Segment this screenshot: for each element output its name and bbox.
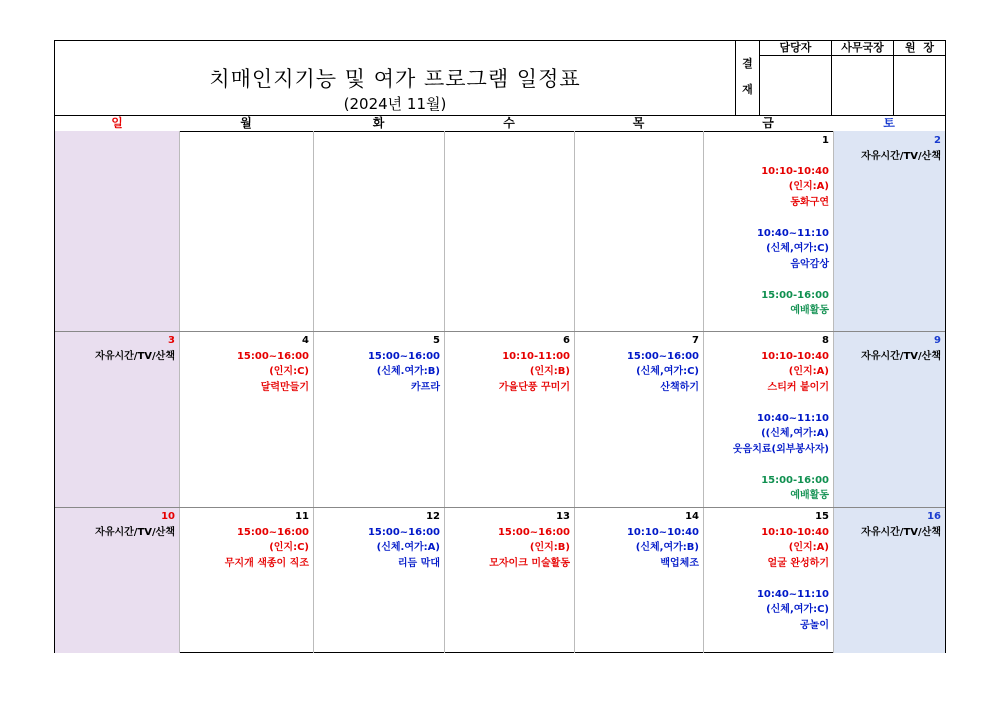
column-divider — [179, 131, 180, 653]
program-line: 자유시간/TV/산책 — [95, 350, 175, 362]
program-line: 동화구연 — [790, 196, 829, 208]
program-line: 10:40~11:10 — [756, 588, 829, 600]
day-number: 13 — [556, 511, 570, 522]
program-line: (인지:A) — [788, 542, 829, 553]
program-line: 15:00~16:00 — [236, 350, 309, 362]
program-line: 15:00~16:00 — [497, 526, 570, 538]
program-line: 10:10-10:40 — [761, 350, 829, 362]
program-line: 카프라 — [411, 381, 440, 393]
day-number — [59, 133, 175, 149]
weekday-4: 목 — [632, 116, 645, 130]
program-line: 가을단풍 꾸미기 — [498, 381, 570, 393]
day-cell — [179, 131, 313, 331]
approval-label-top: 결 — [742, 57, 753, 70]
weekday-2: 화 — [372, 116, 385, 130]
approval-box-office-chief — [832, 41, 894, 115]
document-title: 치매인지기능 및 여가 프로그램 일정표 — [209, 67, 581, 91]
day-number: 9 — [934, 335, 941, 346]
day-number: 8 — [822, 335, 829, 346]
entry-gap — [707, 395, 829, 411]
program-line: 10:10~10:40 — [626, 526, 699, 538]
program-line: 스티커 붙이기 — [767, 381, 829, 393]
program-line: 15:00~16:00 — [367, 350, 440, 362]
day-number — [578, 133, 699, 149]
program-line: 10:40~11:10 — [756, 227, 829, 239]
program-line: 예배활동 — [790, 305, 829, 316]
program-line: 15:00-16:00 — [761, 474, 829, 486]
day-cell — [703, 507, 833, 653]
day-number: 12 — [426, 511, 440, 522]
approval-head-office-chief: 사무국장 — [832, 41, 893, 56]
program-line: 산책하기 — [660, 381, 699, 393]
day-cell — [313, 507, 444, 653]
program-line: 15:00~16:00 — [367, 526, 440, 538]
program-line: 자유시간/TV/산책 — [95, 526, 175, 538]
schedule-sheet — [54, 40, 946, 653]
weekday-6: 토 — [883, 116, 895, 130]
program-line: 10:10-10:40 — [761, 526, 829, 538]
program-line: 10:10-10:40 — [761, 165, 829, 177]
column-divider — [703, 131, 704, 653]
day-cell — [444, 507, 574, 653]
program-line: 자유시간/TV/산책 — [861, 150, 941, 162]
program-line: (인지:B) — [529, 542, 570, 553]
day-cell — [55, 507, 179, 653]
day-cell — [179, 331, 313, 507]
day-cell — [833, 507, 945, 653]
day-number: 16 — [927, 511, 941, 522]
approval-label — [735, 41, 760, 115]
weekday-header-row — [55, 116, 945, 132]
program-line: 달력만들기 — [260, 381, 309, 393]
program-line: 자유시간/TV/산책 — [861, 526, 941, 538]
column-divider — [833, 131, 834, 653]
header — [55, 41, 945, 116]
day-number: 11 — [295, 511, 309, 522]
day-number: 1 — [822, 135, 829, 146]
day-number: 15 — [815, 511, 829, 522]
day-cell — [444, 131, 574, 331]
day-number: 6 — [563, 335, 570, 346]
approval-head-director: 원 장 — [894, 41, 945, 56]
program-line: 음악감상 — [790, 258, 829, 270]
day-number: 14 — [685, 511, 699, 522]
program-line: (신체.여가:A) — [376, 542, 440, 553]
program-line: (인지:A) — [788, 181, 829, 192]
program-line: 무지개 색종이 직조 — [224, 557, 309, 569]
program-line: 얼굴 완성하기 — [767, 557, 829, 569]
row-divider — [55, 331, 945, 332]
program-line: 15:00~16:00 — [236, 526, 309, 538]
program-line: 백업체조 — [660, 557, 699, 569]
program-line: 자유시간/TV/산책 — [861, 350, 941, 362]
day-number: 4 — [302, 335, 309, 346]
entry-gap — [707, 457, 829, 473]
weekday-1: 월 — [240, 116, 252, 130]
document-subtitle: (2024년 11월) — [343, 95, 447, 113]
day-cell — [833, 331, 945, 507]
program-line: (신체,여가:C) — [766, 243, 829, 254]
column-divider — [313, 131, 314, 653]
day-number: 3 — [168, 335, 175, 346]
program-line: (인지:C) — [269, 542, 309, 553]
day-cell — [833, 131, 945, 331]
program-line: 15:00~16:00 — [626, 350, 699, 362]
day-number: 5 — [433, 335, 440, 346]
approval-head-manager: 담당자 — [760, 41, 831, 56]
column-divider — [444, 131, 445, 653]
program-line: (신체,여가:C) — [636, 366, 699, 377]
day-cell — [574, 507, 703, 653]
entry-gap — [707, 272, 829, 288]
day-cell — [55, 331, 179, 507]
day-number — [183, 133, 309, 149]
day-cell — [574, 131, 703, 331]
day-cell — [313, 331, 444, 507]
day-cell — [444, 331, 574, 507]
program-line: 웃음치료(외부봉사자) — [732, 443, 829, 455]
day-cell — [313, 131, 444, 331]
entry-gap — [707, 571, 829, 587]
program-line: 리듬 막대 — [397, 557, 440, 569]
entry-gap — [707, 210, 829, 226]
program-line: (인지:A) — [788, 366, 829, 377]
entry-spacer — [707, 149, 829, 164]
day-cell — [703, 331, 833, 507]
program-line: 모자이크 미술활동 — [489, 557, 570, 569]
program-line: (인지:B) — [529, 366, 570, 377]
approval-box-director — [894, 41, 945, 115]
program-line: (신체,여가:C) — [766, 604, 829, 615]
program-line: (신체,여가:B) — [635, 542, 699, 553]
day-number — [317, 133, 440, 149]
day-cell — [574, 331, 703, 507]
day-number: 7 — [692, 335, 699, 346]
row-divider — [55, 507, 945, 508]
day-cell — [179, 507, 313, 653]
day-cell — [703, 131, 833, 331]
day-cell — [55, 131, 179, 331]
program-line: (인지:C) — [269, 366, 309, 377]
program-line: (신체.여가:B) — [376, 366, 440, 377]
approval-box-manager — [760, 41, 832, 115]
weekday-0: 일 — [111, 116, 123, 130]
weekday-5: 금 — [762, 116, 774, 130]
program-line: ((신체,여가:A) — [761, 428, 829, 439]
program-line: 공놀이 — [800, 619, 829, 631]
approval-label-bottom: 재 — [742, 83, 753, 96]
program-line: 10:40~11:10 — [756, 412, 829, 424]
column-divider — [574, 131, 575, 653]
program-line: 10:10-11:00 — [502, 350, 570, 362]
weekday-3: 수 — [503, 116, 515, 130]
day-number: 2 — [934, 135, 941, 146]
day-number: 10 — [161, 511, 175, 522]
program-line: 15:00-16:00 — [761, 289, 829, 301]
day-number — [448, 133, 570, 149]
program-line: 예배활동 — [790, 490, 829, 501]
